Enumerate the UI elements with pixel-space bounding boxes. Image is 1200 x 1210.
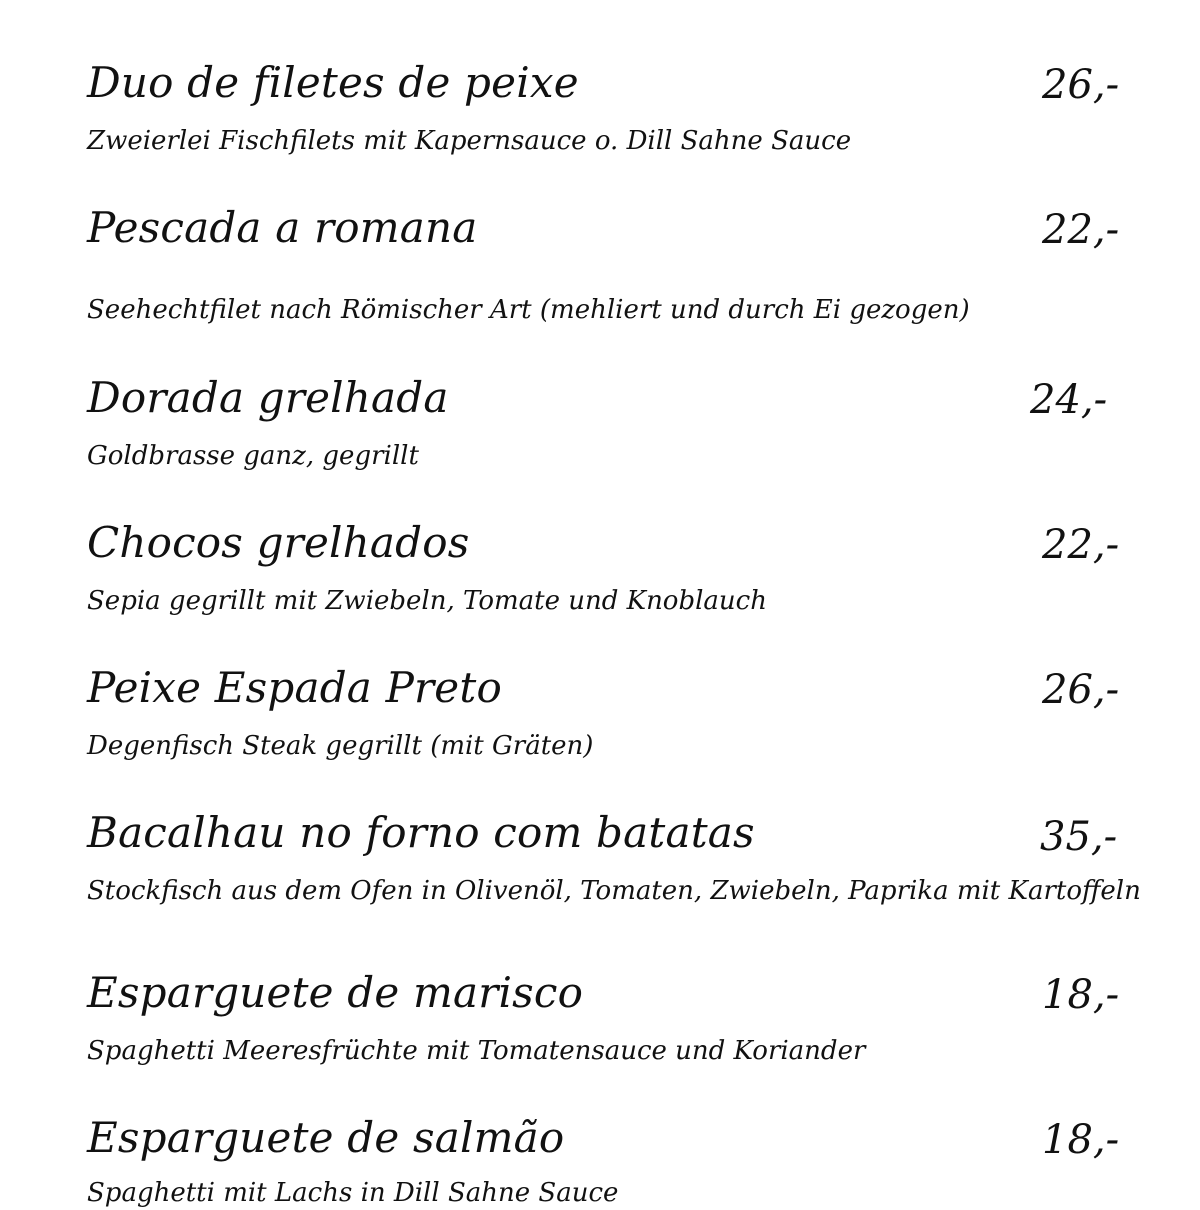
dish-description: Zweierlei Fischfilets mit Kapernsauce o. Dill Sahne Sauce: [87, 126, 852, 156]
dish-description: Seehechtfilet nach Römischer Art (mehliert und durch Ei gezogen): [87, 295, 970, 325]
dish-description: Goldbrasse ganz, gegrillt: [87, 441, 419, 471]
dish-description: Sepia gegrillt mit Zwiebeln, Tomate und Knoblauch: [87, 586, 767, 616]
dish-name: Bacalhau no forno com batatas: [87, 808, 755, 857]
dish-name: Dorada grelhada: [87, 373, 449, 422]
dish-price: 22,-: [1042, 207, 1120, 253]
dish-name: Esparguete de marisco: [87, 968, 584, 1017]
dish-description: Degenfisch Steak gegrillt (mit Gräten): [87, 731, 594, 761]
dish-name: Duo de filetes de peixe: [87, 58, 579, 107]
dish-price: 35,-: [1040, 814, 1118, 860]
dish-price: 26,-: [1042, 62, 1120, 108]
dish-price: 24,-: [1030, 377, 1108, 423]
dish-price: 18,-: [1042, 972, 1120, 1018]
dish-name: Peixe Espada Preto: [87, 663, 502, 712]
dish-description: Stockfisch aus dem Ofen in Olivenöl, Tomaten, Zwiebeln, Paprika mit Kartoffeln: [87, 876, 1141, 906]
dish-description: Spaghetti Meeresfrüchte mit Tomatensauce und Koriander: [87, 1036, 866, 1066]
dish-description: Spaghetti mit Lachs in Dill Sahne Sauce: [87, 1178, 619, 1208]
dish-price: 22,-: [1042, 522, 1120, 568]
dish-name: Chocos grelhados: [87, 518, 470, 567]
dish-name: Esparguete de salmão: [87, 1113, 565, 1162]
dish-price: 18,-: [1042, 1117, 1120, 1163]
dish-price: 26,-: [1042, 667, 1120, 713]
dish-name: Pescada a romana: [87, 203, 478, 252]
